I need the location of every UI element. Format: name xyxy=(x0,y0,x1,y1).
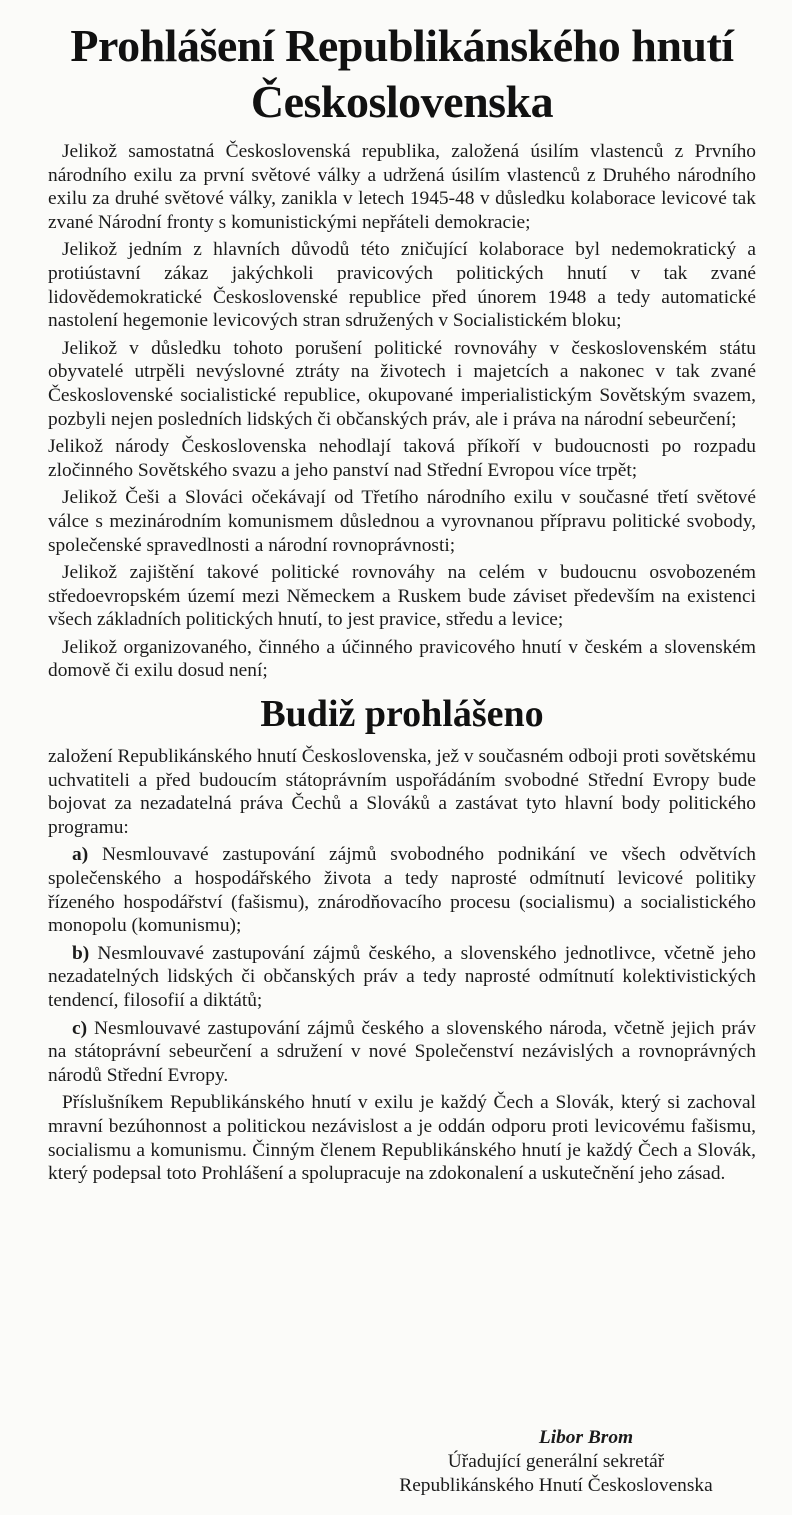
program-points xyxy=(48,843,756,1087)
preamble-paragraph: Jelikož zajištění takové politické rovnováhy na celém v budoucnu osvobozeném středoevropském území mezi Německem a Ruskem bude záviset především na existenci všech základních politických hnutí, to jest pravice, středu a levice; xyxy=(48,562,756,631)
program-point xyxy=(48,843,756,937)
title-line-2: Československa xyxy=(250,76,554,127)
program-point-text: Nesmlouvavé zastupování zájmů svobodného podnikání ve všech odvětvích společenského a hospodářského života a tedy naprosté odmítnutí levicové politiky řízeného hospodářství (fašismu), znárodňovacího procesu (socialismu) a socialistického monopolu (komunismu); xyxy=(48,844,756,937)
title-line-1: Prohlášení Republikánského hnutí xyxy=(70,20,734,71)
program-point xyxy=(48,1017,756,1088)
program-point-mark: a) xyxy=(72,844,89,866)
document-title xyxy=(48,18,756,130)
program-point-text: Nesmlouvavé zastupování zájmů českého a slovenského národa, včetně jejich práv na státoprávní sebeurčení a sdružení v nové Společenství nezávislých a rovnoprávných národů Střední Evropy. xyxy=(48,1017,756,1086)
signature-organization: Republikánského Hnutí Československa xyxy=(399,1475,713,1496)
program-point-text: Nesmlouvavé zastupování zájmů českého, a slovenského jednotlivce, včetně jeho nezadatelných lidských či občanských práv a tedy naprosté odmítnutí kolektivistických tendencí, filosofií a diktátů; xyxy=(48,942,756,1011)
signature-block xyxy=(356,1426,756,1498)
declaration-heading: Budiž prohlášeno xyxy=(260,693,544,736)
preamble-paragraph: Jelikož organizovaného, činného a účinného pravicového hnutí v českém a slovenském domově či exilu dosud není; xyxy=(48,636,756,682)
program-point-mark: c) xyxy=(72,1017,88,1039)
preamble-paragraph: Jelikož samostatná Československá republika, založená úsilím vlastenců z Prvního národního exilu za první světové války a udržená úsilím vlastenců z Druhého národního exilu za druhé světové války, zanikla v letech 1945-48 v důsledku kolaborace levicové tak zvané Národní fronty s komunistickými nepřáteli demokracie; xyxy=(48,141,756,233)
signature-name: Libor Brom xyxy=(538,1427,634,1448)
preamble-paragraph: Jelikož národy Československa nehodlají taková příkoří v budoucnosti po rozpadu zločinného Sovětského svazu a jeho panství nad Střední Evropou více trpět; xyxy=(48,436,756,481)
declaration-intro: založení Republikánského hnutí Československa, jež v současném odboji proti sovětskému uchvatiteli a před budoucím státoprávním uspořádáním svobodné Střední Evropy bude bojovat za nezadatelná práva Čechů a Slováků a zastávat tyto hlavní body politického programu: xyxy=(48,746,756,838)
closing-paragraph: Příslušníkem Republikánského hnutí v exilu je každý Čech a Slovák, který si zachoval mravní bezúhonnost a politickou nezávislost a je oddán odporu proti levicovému fašismu, socialismu a komunismu. Činným členem Republikánského hnutí je každý Čech a Slovák, který podepsal toto Prohlášení a spolupracuje na zdokonalení a uskutečnění jeho zásad. xyxy=(48,1092,756,1185)
program-point xyxy=(48,942,756,1013)
preamble-paragraph: Jelikož Češi a Slováci očekávají od Třetího národního exilu v současné třetí světové válce s mezinárodním komunismem důslednou a vyrovnanou přípravu politické svobody, společenské spravedlnosti a národní rovnoprávnosti; xyxy=(48,487,756,556)
signature-role: Úřadující generální sekretář xyxy=(447,1451,665,1472)
preamble-paragraph: Jelikož jedním z hlavních důvodů této zničující kolaborace byl nedemokratický a protiústavní zákaz jakýchkoli pravicových politických hnutí v tak zvané lidovědemokratické Československé republice před únorem 1948 a tedy automatické nastolení hegemonie levicových stran sdružených v Socialistickém bloku; xyxy=(48,239,756,332)
preamble-section xyxy=(48,140,756,683)
program-point-mark: b) xyxy=(72,942,90,964)
preamble-paragraph: Jelikož v důsledku tohoto porušení politické rovnováhy v československém státu obyvatelé utrpěli nevýslovné ztráty na životech i majetcích a nakonec v tak zvané Československé socialistické republice, okupované imperialistickým Sovětským svazem, pozbyli nejen posledních lidských či občanských práv, ale i práva na národní sebeurčení; xyxy=(48,337,756,430)
